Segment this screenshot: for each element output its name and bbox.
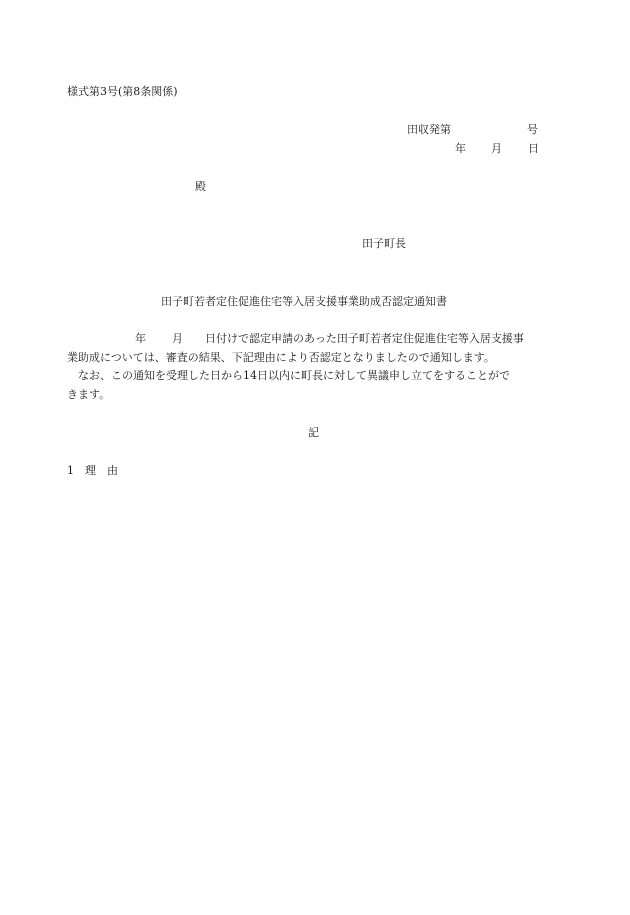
document-number-prefix: 田収発第 (407, 123, 451, 136)
body-paragraph-2-line-1: なお、この通知を受理した日から14日以内に町長に対して異議申し立てをすることがで (78, 369, 510, 382)
body-paragraph-1-line-2: 業助成については、審査の結果、下記理由により否認定となりましたので通知します。 (67, 351, 495, 364)
date-year-label: 年 (455, 142, 466, 155)
sender-name: 田子町長 (362, 237, 406, 250)
ki-marker: 記 (308, 426, 319, 439)
body-paragraph-2-line-2: きます。 (67, 388, 111, 401)
document-number-suffix: 号 (527, 123, 538, 136)
date-day-label: 日 (528, 142, 539, 155)
body-month-label: 月 (172, 332, 183, 345)
form-number-label: 様式第3号(第8条関係) (67, 85, 178, 98)
body-year-label: 年 (135, 332, 146, 345)
date-month-label: 月 (491, 142, 502, 155)
body-paragraph-1-line-1 (92, 332, 524, 345)
document-title: 田子町若者定住促進住宅等入居支援事業助成否認定通知書 (161, 295, 447, 308)
reason-item: 1 理 由 (67, 464, 118, 477)
addressee-honorific: 殿 (195, 180, 206, 193)
body-line-text: 日付けで認定申請のあった田子町若者定住促進住宅等入居支援事 (205, 332, 524, 345)
